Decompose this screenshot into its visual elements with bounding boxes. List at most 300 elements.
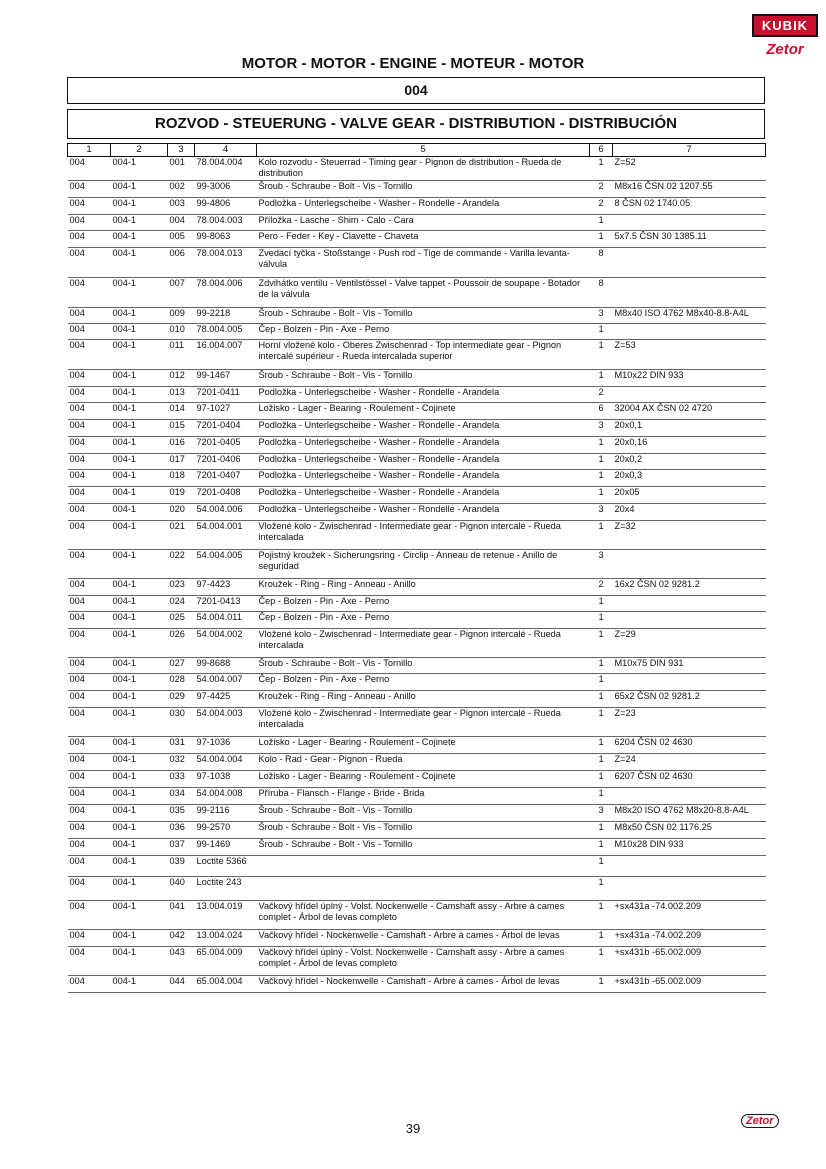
cell-group: 004 — [68, 770, 111, 787]
cell-position: 031 — [168, 736, 195, 753]
table-row — [68, 230, 766, 247]
cell-note — [613, 247, 766, 277]
cell-note — [613, 323, 766, 339]
cell-group: 004 — [68, 197, 111, 214]
table-row — [68, 469, 766, 486]
cell-subgroup: 004-1 — [111, 436, 168, 453]
cell-quantity: 3 — [590, 419, 613, 436]
cell-note: 6207 ČSN 02 4630 — [613, 770, 766, 787]
cell-part-number: 97-1038 — [195, 770, 257, 787]
cell-quantity: 3 — [590, 307, 613, 323]
cell-quantity: 8 — [590, 277, 613, 307]
cell-position: 043 — [168, 946, 195, 975]
cell-subgroup: 004-1 — [111, 595, 168, 611]
cell-note — [613, 876, 766, 900]
cell-note: 20x0,1 — [613, 419, 766, 436]
col-header: 2 — [111, 144, 168, 157]
cell-part-number: Loctite 5366 — [195, 855, 257, 876]
cell-quantity: 3 — [590, 503, 613, 520]
cell-position: 034 — [168, 787, 195, 804]
cell-part-number: 7201-0404 — [195, 419, 257, 436]
cell-part-number: 54.004.003 — [195, 707, 257, 736]
cell-subgroup: 004-1 — [111, 180, 168, 197]
cell-subgroup: 004-1 — [111, 578, 168, 595]
cell-subgroup: 004-1 — [111, 277, 168, 307]
cell-quantity: 1 — [590, 876, 613, 900]
table-row — [68, 156, 766, 180]
table-row — [68, 369, 766, 386]
cell-position: 029 — [168, 690, 195, 707]
cell-quantity: 1 — [590, 787, 613, 804]
cell-group: 004 — [68, 156, 111, 180]
col-header: 4 — [195, 144, 257, 157]
cell-subgroup: 004-1 — [111, 469, 168, 486]
cell-description: Podložka - Unterlegscheibe - Washer - Rondelle - Arandela — [257, 419, 590, 436]
cell-quantity: 1 — [590, 900, 613, 929]
cell-quantity: 1 — [590, 214, 613, 230]
cell-group: 004 — [68, 339, 111, 369]
cell-part-number: 65.004.009 — [195, 946, 257, 975]
table-row — [68, 197, 766, 214]
cell-group: 004 — [68, 628, 111, 657]
cell-position: 028 — [168, 673, 195, 690]
col-header: 1 — [68, 144, 111, 157]
cell-note: +sx431b -65.002.009 — [613, 946, 766, 975]
cell-position: 009 — [168, 307, 195, 323]
cell-position: 036 — [168, 821, 195, 838]
table-row — [68, 436, 766, 453]
cell-subgroup: 004-1 — [111, 946, 168, 975]
cell-note: 20x0,2 — [613, 453, 766, 469]
cell-description: Vačkový hřídel úplný - Volst. Nockenwelle - Camshaft assy - Arbre à cames complet - Árbol de levas completo — [257, 900, 590, 929]
cell-note — [613, 595, 766, 611]
cell-group: 004 — [68, 855, 111, 876]
cell-position: 016 — [168, 436, 195, 453]
cell-part-number: 97-1027 — [195, 402, 257, 419]
cell-note: M10x22 DIN 933 — [613, 369, 766, 386]
cell-note: 20x4 — [613, 503, 766, 520]
cell-quantity: 1 — [590, 736, 613, 753]
cell-description: Ložisko - Lager - Bearing - Roulement - Cojinete — [257, 736, 590, 753]
cell-description: Ložisko - Lager - Bearing - Roulement - Cojinete — [257, 402, 590, 419]
cell-position: 027 — [168, 657, 195, 673]
cell-group: 004 — [68, 876, 111, 900]
cell-description: Čep - Bolzen - Pin - Axe - Perno — [257, 611, 590, 628]
cell-group: 004 — [68, 277, 111, 307]
cell-note: +sx431a -74.002.209 — [613, 900, 766, 929]
cell-note: M10x75 DIN 931 — [613, 657, 766, 673]
cell-quantity: 1 — [590, 838, 613, 855]
cell-description: Kolo - Rad - Gear - Pignon - Rueda — [257, 753, 590, 770]
cell-note: 20x05 — [613, 486, 766, 503]
cell-group: 004 — [68, 453, 111, 469]
cell-subgroup: 004-1 — [111, 804, 168, 821]
cell-group: 004 — [68, 386, 111, 402]
page-number: 39 — [405, 1121, 421, 1136]
cell-description: Kroužek - Ring - Ring - Anneau - Anillo — [257, 578, 590, 595]
cell-description: Vložené kolo - Zwischenrad - Intermediate gear - Pignon intercalé - Rueda intercalada — [257, 707, 590, 736]
cell-position: 003 — [168, 197, 195, 214]
table-row — [68, 804, 766, 821]
zetor-logo: Zetor — [766, 41, 804, 58]
cell-quantity: 1 — [590, 611, 613, 628]
col-header: 7 — [613, 144, 766, 157]
cell-position: 004 — [168, 214, 195, 230]
cell-note: Z=23 — [613, 707, 766, 736]
cell-description: Šroub - Schraube - Bolt - Vis - Tornillo — [257, 657, 590, 673]
cell-group: 004 — [68, 821, 111, 838]
cell-description: Podložka - Unterlegscheibe - Washer - Rondelle - Arandela — [257, 503, 590, 520]
cell-description: Vložené kolo - Zwischenrad - Intermediate gear - Pignon intercalé - Rueda intercalada — [257, 628, 590, 657]
table-header-row — [68, 144, 766, 157]
cell-position: 018 — [168, 469, 195, 486]
cell-part-number: 7201-0406 — [195, 453, 257, 469]
cell-part-number: 78.004.003 — [195, 214, 257, 230]
cell-position: 035 — [168, 804, 195, 821]
table-row — [68, 946, 766, 975]
cell-group: 004 — [68, 975, 111, 992]
cell-part-number: 54.004.002 — [195, 628, 257, 657]
cell-group: 004 — [68, 549, 111, 578]
cell-note — [613, 673, 766, 690]
cell-position: 012 — [168, 369, 195, 386]
cell-description: Vačkový hřídel úplný - Volst. Nockenwelle - Camshaft assy - Arbre à cames complet - Árbol de levas completo — [257, 946, 590, 975]
cell-subgroup: 004-1 — [111, 838, 168, 855]
table-row — [68, 838, 766, 855]
cell-part-number: 54.004.011 — [195, 611, 257, 628]
table-row — [68, 247, 766, 277]
table-row — [68, 595, 766, 611]
cell-note: Z=53 — [613, 339, 766, 369]
cell-quantity: 1 — [590, 339, 613, 369]
cell-description: Podložka - Unterlegscheibe - Washer - Rondelle - Arandela — [257, 453, 590, 469]
cell-position: 015 — [168, 419, 195, 436]
cell-position: 007 — [168, 277, 195, 307]
table-row — [68, 900, 766, 929]
cell-part-number: 13.004.024 — [195, 929, 257, 946]
cell-quantity: 1 — [590, 657, 613, 673]
cell-note: M8x40 ISO 4762 M8x40-8.8-A4L — [613, 307, 766, 323]
cell-subgroup: 004-1 — [111, 787, 168, 804]
cell-quantity: 8 — [590, 247, 613, 277]
cell-group: 004 — [68, 578, 111, 595]
cell-description: Čep - Bolzen - Pin - Axe - Perno — [257, 323, 590, 339]
cell-group: 004 — [68, 230, 111, 247]
cell-position: 002 — [168, 180, 195, 197]
table-row — [68, 339, 766, 369]
cell-position: 014 — [168, 402, 195, 419]
cell-part-number: 7201-0411 — [195, 386, 257, 402]
cell-part-number: 99-2570 — [195, 821, 257, 838]
cell-quantity: 1 — [590, 156, 613, 180]
cell-part-number: 97-4425 — [195, 690, 257, 707]
cell-subgroup: 004-1 — [111, 486, 168, 503]
cell-quantity: 1 — [590, 855, 613, 876]
cell-note: Z=29 — [613, 628, 766, 657]
cell-part-number: 16.004.007 — [195, 339, 257, 369]
cell-quantity: 3 — [590, 549, 613, 578]
cell-position: 025 — [168, 611, 195, 628]
cell-position: 039 — [168, 855, 195, 876]
cell-part-number: 7201-0408 — [195, 486, 257, 503]
cell-group: 004 — [68, 486, 111, 503]
cell-part-number: 97-1036 — [195, 736, 257, 753]
cell-subgroup: 004-1 — [111, 369, 168, 386]
cell-subgroup: 004-1 — [111, 214, 168, 230]
table-row — [68, 520, 766, 549]
cell-group: 004 — [68, 929, 111, 946]
cell-subgroup: 004-1 — [111, 339, 168, 369]
cell-note: M8x20 ISO 4762 M8x20-8.8-A4L — [613, 804, 766, 821]
cell-position: 044 — [168, 975, 195, 992]
cell-group: 004 — [68, 419, 111, 436]
cell-group: 004 — [68, 690, 111, 707]
cell-note — [613, 386, 766, 402]
cell-quantity: 1 — [590, 753, 613, 770]
cell-group: 004 — [68, 946, 111, 975]
page-title: MOTOR - MOTOR - ENGINE - MOTEUR - MOTOR — [241, 55, 585, 72]
table-row — [68, 929, 766, 946]
cell-subgroup: 004-1 — [111, 900, 168, 929]
cell-subgroup: 004-1 — [111, 736, 168, 753]
cell-note: +sx431b -65.002.009 — [613, 975, 766, 992]
cell-part-number: 7201-0413 — [195, 595, 257, 611]
cell-part-number: 99-2116 — [195, 804, 257, 821]
cell-group: 004 — [68, 520, 111, 549]
cell-position: 030 — [168, 707, 195, 736]
parts-table — [67, 143, 766, 993]
table-row — [68, 214, 766, 230]
table-row — [68, 736, 766, 753]
cell-quantity: 3 — [590, 804, 613, 821]
cell-note — [613, 855, 766, 876]
cell-subgroup: 004-1 — [111, 611, 168, 628]
cell-position: 040 — [168, 876, 195, 900]
cell-group: 004 — [68, 469, 111, 486]
cell-subgroup: 004-1 — [111, 230, 168, 247]
cell-note: M10x28 DIN 933 — [613, 838, 766, 855]
cell-quantity: 1 — [590, 323, 613, 339]
cell-subgroup: 004-1 — [111, 753, 168, 770]
col-header: 6 — [590, 144, 613, 157]
cell-description: Čep - Bolzen - Pin - Axe - Perno — [257, 595, 590, 611]
cell-position: 037 — [168, 838, 195, 855]
cell-part-number: 54.004.008 — [195, 787, 257, 804]
cell-group: 004 — [68, 753, 111, 770]
cell-description: Zdvihátko ventilu - Ventilstössel - Valve tappet - Poussoir de soupape - Botador de la válvula — [257, 277, 590, 307]
cell-note: Z=32 — [613, 520, 766, 549]
cell-part-number: 99-3006 — [195, 180, 257, 197]
cell-quantity: 1 — [590, 469, 613, 486]
table-row — [68, 386, 766, 402]
cell-position: 010 — [168, 323, 195, 339]
table-row — [68, 578, 766, 595]
cell-subgroup: 004-1 — [111, 657, 168, 673]
cell-part-number: 54.004.005 — [195, 549, 257, 578]
cell-note: 5x7.5 ČSN 30 1385.11 — [613, 230, 766, 247]
cell-description: Příruba - Flansch - Flange - Bride - Brida — [257, 787, 590, 804]
cell-description: Podložka - Unterlegscheibe - Washer - Rondelle - Arandela — [257, 197, 590, 214]
cell-quantity: 2 — [590, 578, 613, 595]
cell-description: Podložka - Unterlegscheibe - Washer - Rondelle - Arandela — [257, 469, 590, 486]
table-row — [68, 453, 766, 469]
table-row — [68, 855, 766, 876]
cell-quantity: 1 — [590, 946, 613, 975]
cell-note — [613, 549, 766, 578]
cell-description: Pojistný kroužek - Sicherungsring - Circlip - Anneau de retenue - Anillo de seguridad — [257, 549, 590, 578]
cell-position: 017 — [168, 453, 195, 469]
table-row — [68, 707, 766, 736]
cell-subgroup: 004-1 — [111, 549, 168, 578]
cell-quantity: 1 — [590, 230, 613, 247]
cell-part-number: 65.004.004 — [195, 975, 257, 992]
cell-note — [613, 214, 766, 230]
cell-group: 004 — [68, 503, 111, 520]
cell-description: Vložené kolo - Zwischenrad - Intermediate gear - Pignon intercalé - Rueda intercalada — [257, 520, 590, 549]
table-row — [68, 419, 766, 436]
cell-note: +sx431a -74.002.209 — [613, 929, 766, 946]
cell-description: Kolo rozvodu - Steuerrad - Timing gear - Pignon de distribution - Rueda de distribution — [257, 156, 590, 180]
table-row — [68, 307, 766, 323]
cell-quantity: 2 — [590, 386, 613, 402]
cell-position: 013 — [168, 386, 195, 402]
cell-subgroup: 004-1 — [111, 628, 168, 657]
cell-quantity: 1 — [590, 770, 613, 787]
cell-quantity: 1 — [590, 453, 613, 469]
cell-group: 004 — [68, 804, 111, 821]
cell-note: Z=24 — [613, 753, 766, 770]
cell-subgroup: 004-1 — [111, 402, 168, 419]
cell-position: 023 — [168, 578, 195, 595]
cell-part-number: 54.004.007 — [195, 673, 257, 690]
table-row — [68, 628, 766, 657]
cell-part-number: 54.004.001 — [195, 520, 257, 549]
cell-description: Podložka - Unterlegscheibe - Washer - Rondelle - Arandela — [257, 436, 590, 453]
table-row — [68, 690, 766, 707]
cell-part-number: 99-1469 — [195, 838, 257, 855]
cell-position: 021 — [168, 520, 195, 549]
table-row — [68, 770, 766, 787]
cell-description: Vačkový hřídel - Nockenwelle - Camshaft - Arbre à cames - Árbol de levas — [257, 929, 590, 946]
cell-part-number: 7201-0405 — [195, 436, 257, 453]
cell-note: M8x16 ČSN 02 1207.55 — [613, 180, 766, 197]
col-header: 5 — [257, 144, 590, 157]
cell-quantity: 1 — [590, 369, 613, 386]
cell-part-number: 99-8688 — [195, 657, 257, 673]
cell-note — [613, 611, 766, 628]
cell-group: 004 — [68, 838, 111, 855]
table-row — [68, 821, 766, 838]
cell-part-number: 78.004.006 — [195, 277, 257, 307]
cell-subgroup: 004-1 — [111, 197, 168, 214]
cell-subgroup: 004-1 — [111, 503, 168, 520]
cell-subgroup: 004-1 — [111, 690, 168, 707]
table-row — [68, 402, 766, 419]
cell-subgroup: 004-1 — [111, 707, 168, 736]
cell-note: Z=52 — [613, 156, 766, 180]
cell-description: Zvedací tyčka - Stoßstange - Push rod - Tige de commande - Varilla levanta-válvula — [257, 247, 590, 277]
cell-description: Šroub - Schraube - Bolt - Vis - Tornillo — [257, 821, 590, 838]
cell-subgroup: 004-1 — [111, 855, 168, 876]
cell-description: Vačkový hřídel - Nockenwelle - Camshaft - Arbre à cames - Árbol de levas — [257, 975, 590, 992]
table-row — [68, 657, 766, 673]
cell-description: Šroub - Schraube - Bolt - Vis - Tornillo — [257, 804, 590, 821]
cell-description: Šroub - Schraube - Bolt - Vis - Tornillo — [257, 307, 590, 323]
cell-quantity: 1 — [590, 486, 613, 503]
kubik-logo: KUBIK — [752, 14, 818, 37]
cell-quantity: 1 — [590, 520, 613, 549]
table-row — [68, 673, 766, 690]
cell-position: 019 — [168, 486, 195, 503]
cell-subgroup: 004-1 — [111, 323, 168, 339]
cell-part-number: 99-4806 — [195, 197, 257, 214]
cell-quantity: 1 — [590, 673, 613, 690]
table-row — [68, 323, 766, 339]
cell-subgroup: 004-1 — [111, 929, 168, 946]
cell-quantity: 1 — [590, 975, 613, 992]
cell-part-number: 78.004.013 — [195, 247, 257, 277]
cell-subgroup: 004-1 — [111, 156, 168, 180]
cell-description: Ložisko - Lager - Bearing - Roulement - Cojinete — [257, 770, 590, 787]
cell-part-number: 54.004.006 — [195, 503, 257, 520]
table-row — [68, 753, 766, 770]
cell-quantity: 1 — [590, 436, 613, 453]
cell-position: 011 — [168, 339, 195, 369]
cell-position: 024 — [168, 595, 195, 611]
cell-quantity: 1 — [590, 595, 613, 611]
cell-quantity: 1 — [590, 707, 613, 736]
cell-description — [257, 876, 590, 900]
table-row — [68, 486, 766, 503]
table-row — [68, 975, 766, 992]
cell-group: 004 — [68, 900, 111, 929]
cell-quantity: 1 — [590, 821, 613, 838]
cell-description: Podložka - Unterlegscheibe - Washer - Rondelle - Arandela — [257, 486, 590, 503]
cell-position: 033 — [168, 770, 195, 787]
cell-description: Šroub - Schraube - Bolt - Vis - Tornillo — [257, 180, 590, 197]
cell-part-number: 13.004.019 — [195, 900, 257, 929]
cell-part-number: 99-8063 — [195, 230, 257, 247]
cell-subgroup: 004-1 — [111, 876, 168, 900]
cell-position: 020 — [168, 503, 195, 520]
cell-quantity: 2 — [590, 197, 613, 214]
cell-note: 65x2 ČSN 02 9281.2 — [613, 690, 766, 707]
cell-group: 004 — [68, 611, 111, 628]
cell-part-number: 78.004.004 — [195, 156, 257, 180]
cell-description — [257, 855, 590, 876]
footer-zetor-logo: Zetor — [741, 1114, 779, 1128]
table-row — [68, 549, 766, 578]
cell-group: 004 — [68, 736, 111, 753]
cell-subgroup: 004-1 — [111, 975, 168, 992]
cell-group: 004 — [68, 180, 111, 197]
cell-position: 032 — [168, 753, 195, 770]
cell-note: 20x0,16 — [613, 436, 766, 453]
cell-description: Kroužek - Ring - Ring - Anneau - Anillo — [257, 690, 590, 707]
cell-description: Podložka - Unterlegscheibe - Washer - Rondelle - Arandela — [257, 386, 590, 402]
cell-part-number: Loctite 243 — [195, 876, 257, 900]
table-row — [68, 277, 766, 307]
table-row — [68, 611, 766, 628]
cell-subgroup: 004-1 — [111, 247, 168, 277]
cell-position: 041 — [168, 900, 195, 929]
cell-quantity: 1 — [590, 690, 613, 707]
cell-part-number: 97-4423 — [195, 578, 257, 595]
cell-description: Čep - Bolzen - Pin - Axe - Perno — [257, 673, 590, 690]
cell-position: 042 — [168, 929, 195, 946]
cell-quantity: 6 — [590, 402, 613, 419]
cell-note — [613, 277, 766, 307]
